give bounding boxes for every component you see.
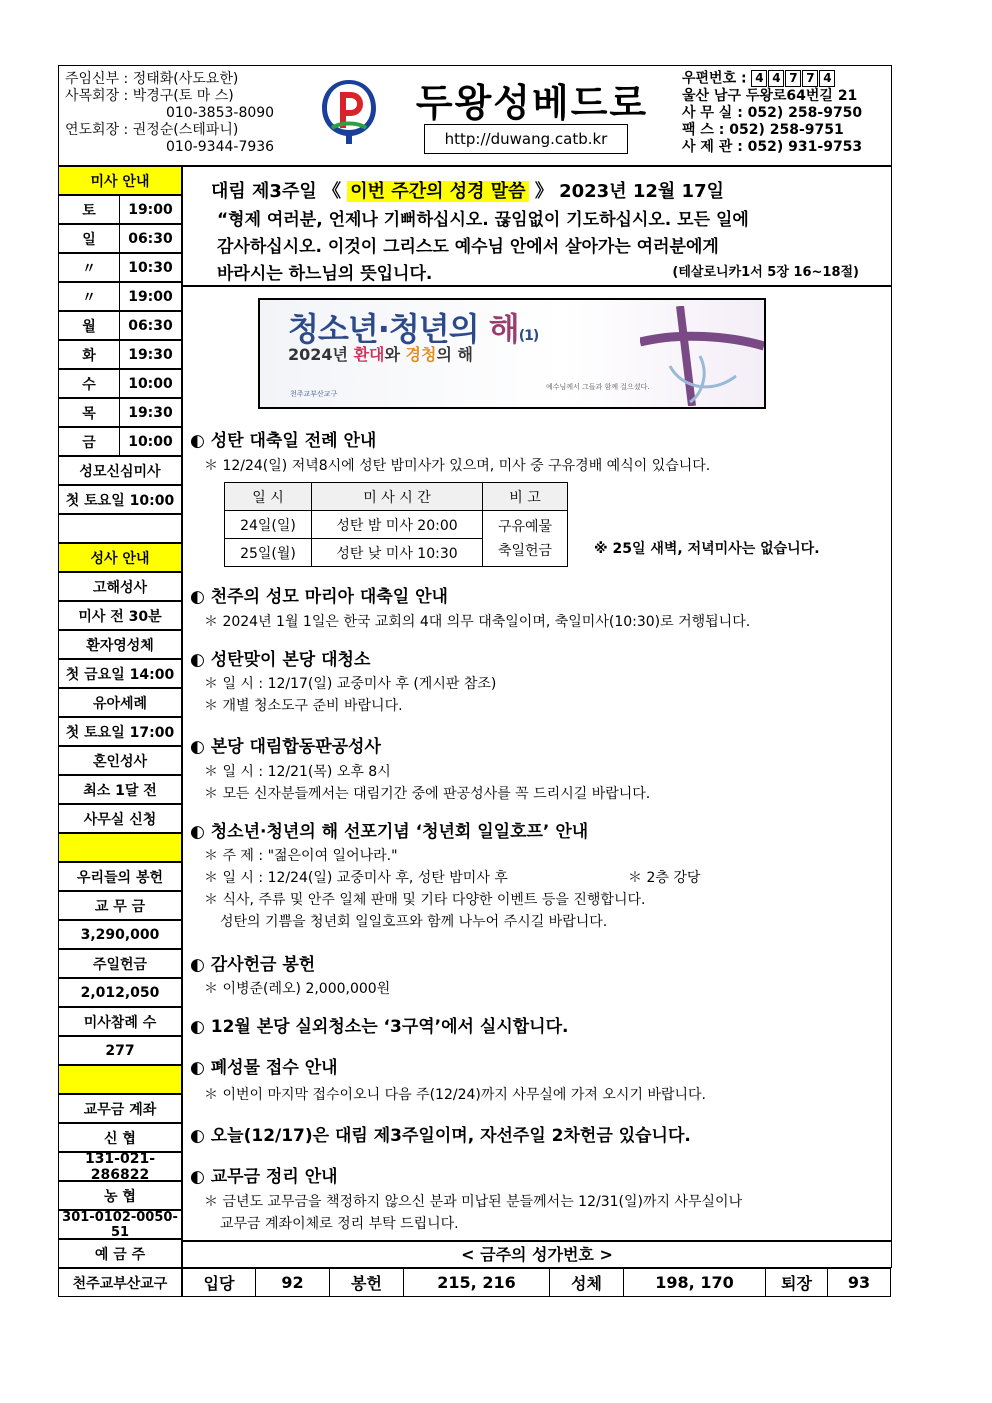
notice-item: ＊ 식사, 주류 및 안주 일체 판매 및 기타 다양한 이벤트 등을 진행합니다. — [204, 892, 646, 908]
weekly-verse-box — [182, 166, 892, 286]
address: 울산 남구 두왕로64번길 21 — [682, 87, 858, 104]
mass-schedule-title: 미사 안내 — [58, 166, 182, 195]
notice-item: ＊ 이번이 마지막 접수이오니 다음 주(12/24)까지 사무실에 가져 오시기 바랍니다. — [204, 1087, 706, 1103]
bank1-name: 신 협 — [58, 1123, 182, 1152]
zip-digit: 4 — [819, 70, 835, 87]
section-heading: ◐ 오늘(12/17)은 대림 제3주일이며, 자선주일 2차헌금 있습니다. — [190, 1126, 691, 1146]
bank2-account: 301-0102-0050-51 — [58, 1210, 182, 1239]
table-cell: 성탄 낮 미사 10:30 — [312, 539, 483, 567]
sick-communion-label: 환자영성체 — [58, 630, 182, 659]
zip-digit: 7 — [785, 70, 801, 87]
table-header: 비 고 — [483, 483, 568, 511]
notice-item: ＊ 일 시 : 12/24(일) 교중미사 후, 성탄 밤미사 후 — [204, 870, 508, 886]
hymn-entrance-number: 92 — [255, 1268, 330, 1297]
cross-figure-icon — [640, 306, 764, 406]
section-heading: ◐ 성탄 대축일 전례 안내 — [190, 431, 377, 451]
bank2-name: 농 협 — [58, 1181, 182, 1210]
verse-text: “형제 여러분, 언제나 기뻐하십시오. 끊임없이 기도하십시오. 모든 일에 감사하십시오. 이것이 그리스도 예수님 안에서 살아가는 여러분에게 바라시는 하느님의 뜻입니다. — [217, 210, 749, 284]
attendance-label: 미사참례 수 — [58, 1007, 182, 1036]
table-cell: 성탄 밤 미사 20:00 — [312, 511, 483, 539]
sacrament-title: 성사 안내 — [58, 543, 182, 572]
confession-time: 미사 전 30분 — [58, 601, 182, 630]
notice-item: ＊ 일 시 : 12/17(일) 교중미사 후 (게시판 참조) — [204, 676, 497, 692]
verse-heading: 대림 제3주일 《 이번 주간의 성경 말씀 》 2023년 12월 17일 — [211, 181, 724, 202]
notice-item: ＊ 금년도 교무금을 책정하지 않으신 분과 미납된 분들께서는 12/31(일)까지 사무실이나 — [204, 1194, 743, 1210]
union-chair: 연도회장 : 권정순(스테파니) — [65, 122, 239, 138]
account-holder-name: 천주교부산교구 — [58, 1268, 182, 1297]
parish-logo-icon — [318, 78, 380, 146]
marriage-label: 혼인성사 — [58, 746, 182, 775]
account-title: 교무금 계좌 — [58, 1094, 182, 1123]
hymn-offertory-label: 봉헌 — [329, 1268, 404, 1297]
hymn-entrance-label: 입당 — [182, 1268, 256, 1297]
mass-row: 〃 19:00 — [58, 282, 182, 311]
marian-mass-label: 성모신심미사 — [58, 456, 182, 485]
marriage-apply: 사무실 신청 — [58, 804, 182, 833]
zip-digit: 4 — [768, 70, 784, 87]
notice-item: ＊ 모든 신자분들께서는 대림기간 중에 판공성사를 꼭 드리시길 바랍니다. — [204, 786, 651, 802]
table-cell: 구유예물 축일헌금 — [483, 511, 568, 567]
notice-item: ＊ 일 시 : 12/21(목) 오후 8시 — [204, 764, 391, 780]
infant-baptism-label: 유아세례 — [58, 688, 182, 717]
section-heading: ◐ 폐성물 접수 안내 — [190, 1058, 338, 1078]
marian-mass-time: 첫 토요일 10:00 — [58, 485, 182, 514]
notice-item: ＊ 주 제 : "젊은이여 일어나라." — [204, 848, 398, 864]
hymn-row — [182, 1268, 892, 1297]
christmas-note: ※ 25일 새벽, 저녁미사는 없습니다. — [594, 541, 820, 557]
section-heading: ◐ 12월 본당 실외청소는 ‘3구역’에서 실시합니다. — [190, 1017, 569, 1037]
sidebar-yellow-blank — [58, 833, 182, 862]
sick-communion-time: 첫 금요일 14:00 — [58, 659, 182, 688]
bank1-account: 131-021-286822 — [58, 1152, 182, 1181]
verse-reference: (테살로니카1서 5장 16~18절) — [672, 265, 859, 280]
marriage-time: 최소 1달 전 — [58, 775, 182, 804]
rectory-phone: 사 제 관 : 052) 931-9753 — [682, 138, 863, 155]
pastor: 주임신부 : 정태화(사도요한) — [65, 71, 239, 87]
office-phone: 사 무 실 : 052) 258-9750 — [682, 104, 863, 121]
sunday-offering-label: 주일헌금 — [58, 949, 182, 978]
section-heading: ◐ 감사헌금 봉헌 — [190, 955, 316, 975]
section-heading: ◐ 교무금 정리 안내 — [190, 1167, 338, 1187]
notice-item: ＊ 12/24(일) 저녁8시에 성탄 밤미사가 있으며, 미사 중 구유경배 예식이 있습니다. — [204, 458, 711, 474]
hymn-recessional-number: 93 — [827, 1268, 891, 1297]
account-holder-label: 예 금 주 — [58, 1239, 182, 1268]
zip-digit: 4 — [751, 70, 767, 87]
sunday-offering-amount: 2,012,050 — [58, 978, 182, 1007]
table-cell: 24일(일) — [225, 511, 312, 539]
header-contact — [682, 70, 862, 156]
section-heading: ◐ 성탄맞이 본당 대청소 — [190, 650, 371, 670]
church-fee-amount: 3,290,000 — [58, 920, 182, 949]
attendance-count: 277 — [58, 1036, 182, 1065]
table-header: 미 사 시 간 — [312, 483, 483, 511]
notice-item: ＊ 이병준(레오) 2,000,000원 — [204, 981, 391, 997]
section-heading: ◐ 본당 대림합동판공성사 — [190, 737, 381, 757]
notice-item: ＊ 2층 강당 — [628, 870, 701, 886]
table-header: 일 시 — [225, 483, 312, 511]
youth-year-banner: 청소년·청년의 해(1) 2024년 환대와 경청의 해 예수님께서 그들과 함께 걸으셨다. 천주교부산교구 — [258, 298, 766, 409]
fax-number: 팩 스 : 052) 258-9751 — [682, 121, 844, 138]
verse-heading-highlight: 이번 주간의 성경 말씀 — [347, 181, 528, 202]
hymn-communion-number: 198, 170 — [623, 1268, 766, 1297]
mass-row: 금 10:00 — [58, 427, 182, 456]
mass-row: 월 06:30 — [58, 311, 182, 340]
hymn-recessional-label: 퇴장 — [765, 1268, 828, 1297]
notice-item: 성탄의 기쁨을 청년회 일일호프와 함께 나누어 주시길 바랍니다. — [220, 914, 608, 930]
infant-baptism-time: 첫 토요일 17:00 — [58, 717, 182, 746]
sidebar-blank — [58, 514, 182, 543]
mass-row: 목 19:30 — [58, 398, 182, 427]
parish-url[interactable]: http://duwang.catb.kr — [424, 124, 628, 154]
offering-title: 우리들의 봉헌 — [58, 862, 182, 891]
sidebar-yellow-blank — [58, 1065, 182, 1094]
notice-item: 교무금 계좌이체로 정리 부탁 드립니다. — [220, 1216, 459, 1232]
hymn-title: < 금주의 성가번호 > — [182, 1241, 892, 1268]
mass-row: 〃 10:30 — [58, 253, 182, 282]
mass-row: 화 19:30 — [58, 340, 182, 369]
council-chair: 사목회장 : 박경구(토 마 스) — [65, 88, 234, 104]
notice-item: ＊ 개별 청소도구 준비 바랍니다. — [204, 698, 403, 714]
council-chair-phone: 010-3853-8090 — [166, 105, 275, 121]
bulletin-title: 두왕성베드로 — [415, 81, 649, 125]
hymn-offertory-number: 215, 216 — [403, 1268, 550, 1297]
hymn-communion-label: 성체 — [549, 1268, 624, 1297]
zip-digit: 7 — [802, 70, 818, 87]
church-fee-label: 교 무 금 — [58, 891, 182, 920]
mass-row: 토 19:00 — [58, 195, 182, 224]
zip-label: 우편번호 : — [682, 70, 747, 87]
mass-row: 수 10:00 — [58, 369, 182, 398]
table-cell: 25일(월) — [225, 539, 312, 567]
christmas-mass-table — [224, 482, 568, 567]
confession-label: 고해성사 — [58, 572, 182, 601]
section-heading: ◐ 청소년·청년의 해 선포기념 ‘청년회 일일호프’ 안내 — [190, 822, 589, 842]
union-chair-phone: 010-9344-7936 — [166, 139, 275, 155]
mass-row: 일 06:30 — [58, 224, 182, 253]
notice-item: ＊ 2024년 1월 1일은 한국 교회의 4대 의무 대축일이며, 축일미사(10:30)로 거행됩니다. — [204, 614, 751, 630]
section-heading: ◐ 천주의 성모 마리아 대축일 안내 — [190, 587, 448, 607]
